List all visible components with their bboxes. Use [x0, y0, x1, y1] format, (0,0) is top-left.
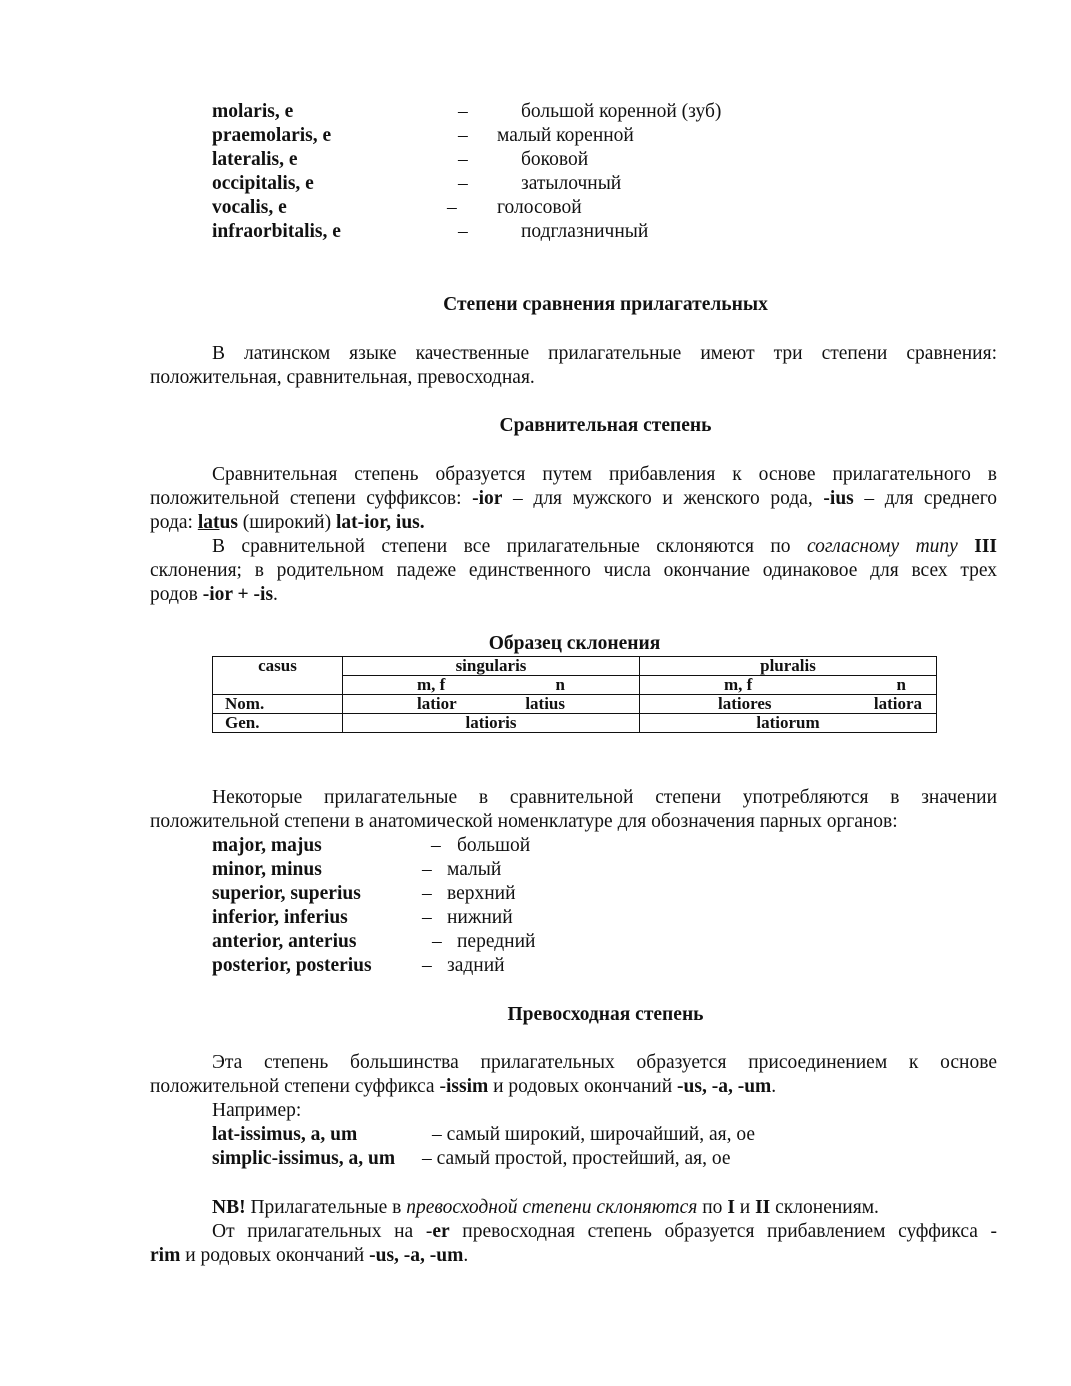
table-cell: latiorum — [640, 714, 937, 733]
paragraph-line — [150, 1244, 997, 1268]
paragraph-line: Некоторые прилагательные в сравнительной степени употребляются в значении — [212, 787, 997, 808]
vocab-term: posterior, posterius — [212, 955, 372, 976]
section-heading-comparative — [0, 414, 1071, 438]
paragraph-line — [150, 1075, 997, 1099]
text-run: и родовых окончаний — [488, 1076, 678, 1097]
italic-term: согласному типу — [806, 536, 958, 557]
text-run: по — [697, 1197, 728, 1218]
table-cell: latioris — [343, 714, 640, 733]
vocab-meaning: верхний — [447, 883, 516, 904]
nb-note — [212, 1196, 879, 1220]
vocab-dash: – — [458, 173, 468, 194]
text-run: – для среднего — [853, 488, 998, 509]
nb-label: NB! — [212, 1197, 246, 1218]
paragraph-line — [150, 535, 997, 559]
paragraph-line — [150, 583, 997, 607]
table-row — [213, 714, 937, 733]
header-pluralis: pluralis — [640, 657, 937, 676]
text-run: рода: — [150, 512, 198, 533]
paragraph-line: положительная, сравнительная, превосходная. — [150, 367, 535, 388]
paragraph-line: положительной степени в анатомической номенклатуре для обозначения парных органов: — [150, 811, 898, 832]
heading-text: Сравнительная степень — [499, 415, 712, 436]
paragraph-line: Сравнительная степень образуется путем прибавления к основе прилагательного в — [212, 464, 997, 485]
example-form: lat-ior, ius. — [335, 512, 425, 533]
table-row — [213, 657, 937, 676]
vocab-dash: – — [422, 883, 432, 904]
vocab-meaning: задний — [447, 955, 505, 976]
vocab-term: lateralis, e — [212, 149, 298, 170]
text-run: и родовых окончаний — [180, 1245, 370, 1266]
vocab-meaning: голосовой — [497, 197, 582, 218]
heading-text: Превосходная степень — [507, 1004, 704, 1025]
vocab-dash: – — [458, 125, 468, 146]
table-cell — [640, 695, 937, 714]
vocab-term: praemolaris, e — [212, 125, 332, 146]
vocab-dash: – — [458, 221, 468, 242]
underlined-stem: lat — [197, 512, 220, 533]
vocab-term: inferior, inferius — [212, 907, 348, 928]
vocab-meaning: подглазничный — [521, 221, 649, 242]
example-endings: , a, um — [338, 1148, 396, 1169]
text-run: . — [771, 1076, 777, 1097]
header-casus: casus — [213, 657, 343, 695]
text-run: . — [463, 1245, 469, 1266]
vocab-term: vocalis, e — [212, 197, 287, 218]
vocab-dash: – — [432, 931, 442, 952]
vocab-meaning: большой коренной (зуб) — [521, 101, 722, 122]
vocab-term: molaris, e — [212, 101, 294, 122]
text-run: и — [734, 1197, 756, 1218]
table-row — [213, 695, 937, 714]
paragraph-line — [150, 1220, 997, 1244]
vocab-term: major, majus — [212, 835, 322, 856]
text-run: От прилагательных на - — [212, 1221, 433, 1242]
table-cell — [343, 695, 640, 714]
vocab-dash: – — [422, 859, 432, 880]
vocab-term: occipitalis, e — [212, 173, 314, 194]
italic-term: превосходной степени склоняются — [406, 1197, 698, 1218]
roman-numeral: I — [727, 1197, 735, 1218]
form-text: latius — [525, 694, 565, 713]
text-run: положительной степени суффиксов: — [150, 488, 473, 509]
roman-numeral: II — [755, 1197, 771, 1218]
comparative-paragraph — [150, 463, 997, 607]
suffix-text: -ior — [472, 488, 503, 509]
form-text: latiora — [873, 694, 922, 713]
paragraph-line: Эта степень большинства прилагательных образуется присоединением к основе — [212, 1052, 997, 1073]
gender-subheader — [640, 676, 937, 695]
vocab-term: minor, minus — [212, 859, 322, 880]
declension-table — [212, 656, 937, 733]
vocab-term: anterior, anterius — [212, 931, 357, 952]
vocab-meaning: затылочный — [521, 173, 622, 194]
example-stem: lat-issimus — [212, 1124, 301, 1145]
suffix-text: er — [432, 1221, 450, 1242]
example-endings: , a, um — [300, 1124, 358, 1145]
vocab-meaning: большой — [457, 835, 531, 856]
vocab-term: superior, superius — [212, 883, 361, 904]
vocab-meaning: передний — [457, 931, 536, 952]
vocab-dash: – — [422, 907, 432, 928]
vocab-dash: – — [458, 149, 468, 170]
example-label: Например: — [212, 1100, 302, 1121]
paragraph-line — [150, 487, 997, 511]
example-term — [212, 1123, 357, 1147]
heading-text: Степени сравнения прилагательных — [443, 294, 768, 315]
suffix-text: issim — [445, 1076, 489, 1097]
suffix-text: rim — [150, 1245, 181, 1266]
gender-label: n — [555, 675, 565, 694]
vocab-dash: – — [458, 101, 468, 122]
example-meaning: – самый широкий, широчайший, ая, ое — [432, 1124, 755, 1145]
vocab-dash: – — [431, 835, 441, 856]
vocab-meaning: нижний — [447, 907, 513, 928]
vocab-meaning: малый — [447, 859, 502, 880]
header-singularis: singularis — [343, 657, 640, 676]
roman-numeral: III — [957, 536, 997, 557]
section-heading-superlative — [0, 1003, 1071, 1027]
vocab-meaning: боковой — [521, 149, 589, 170]
text-run: превосходная степень образуется прибавлением суффикса - — [449, 1221, 997, 1242]
vocab-meaning: малый коренной — [497, 125, 634, 146]
form-text: latiores — [718, 694, 772, 713]
vocab-dash: – — [422, 955, 432, 976]
gender-subheader — [343, 676, 640, 695]
suffix-text: -ius — [823, 488, 854, 509]
text-run: Прилагательные в — [245, 1197, 407, 1218]
text-run: В сравнительной степени все прилагательные склоняются по — [212, 536, 807, 557]
text-run: . — [273, 584, 278, 605]
superlative-paragraph — [150, 1051, 997, 1099]
ending-text: -us, -a, -um — [369, 1245, 464, 1266]
paragraph-line: склонения; в родительном падеже единственного числа окончание одинаковое для всех трех — [150, 560, 997, 581]
text-run: – для мужского и женского рода, — [502, 488, 824, 509]
ending-text: -us, -a, -um — [677, 1076, 772, 1097]
case-label: Nom. — [213, 695, 343, 714]
form-text: latior — [417, 694, 457, 713]
section-heading-degrees — [0, 293, 1071, 317]
gender-label: n — [896, 675, 906, 694]
vocab-dash: – — [447, 197, 457, 218]
text-run: родов — [150, 584, 203, 605]
paragraph-line — [150, 511, 997, 535]
table-caption: Образец склонения — [488, 633, 661, 654]
example-term — [212, 1147, 395, 1171]
example-stem: simplic-issimus — [212, 1148, 339, 1169]
text-run: положительной степени суффикса - — [150, 1076, 446, 1097]
example-meaning: – самый простой, простейший, ая, ое — [422, 1148, 731, 1169]
case-label: Gen. — [213, 714, 343, 733]
gender-label: m, f — [417, 675, 446, 694]
intro-paragraph — [150, 342, 997, 390]
ending-text: -ior + -is — [202, 584, 274, 605]
er-paragraph — [150, 1220, 997, 1268]
text-run: (широкий) — [237, 512, 336, 533]
text-run: склонениям. — [770, 1197, 879, 1218]
gender-label: m, f — [724, 675, 753, 694]
ending-text: us — [219, 512, 238, 533]
vocab-term: infraorbitalis, e — [212, 221, 341, 242]
paired-organs-paragraph — [150, 786, 997, 834]
paragraph-line: В латинском языке качественные прилагательные имеют три степени сравнения: — [212, 343, 997, 364]
